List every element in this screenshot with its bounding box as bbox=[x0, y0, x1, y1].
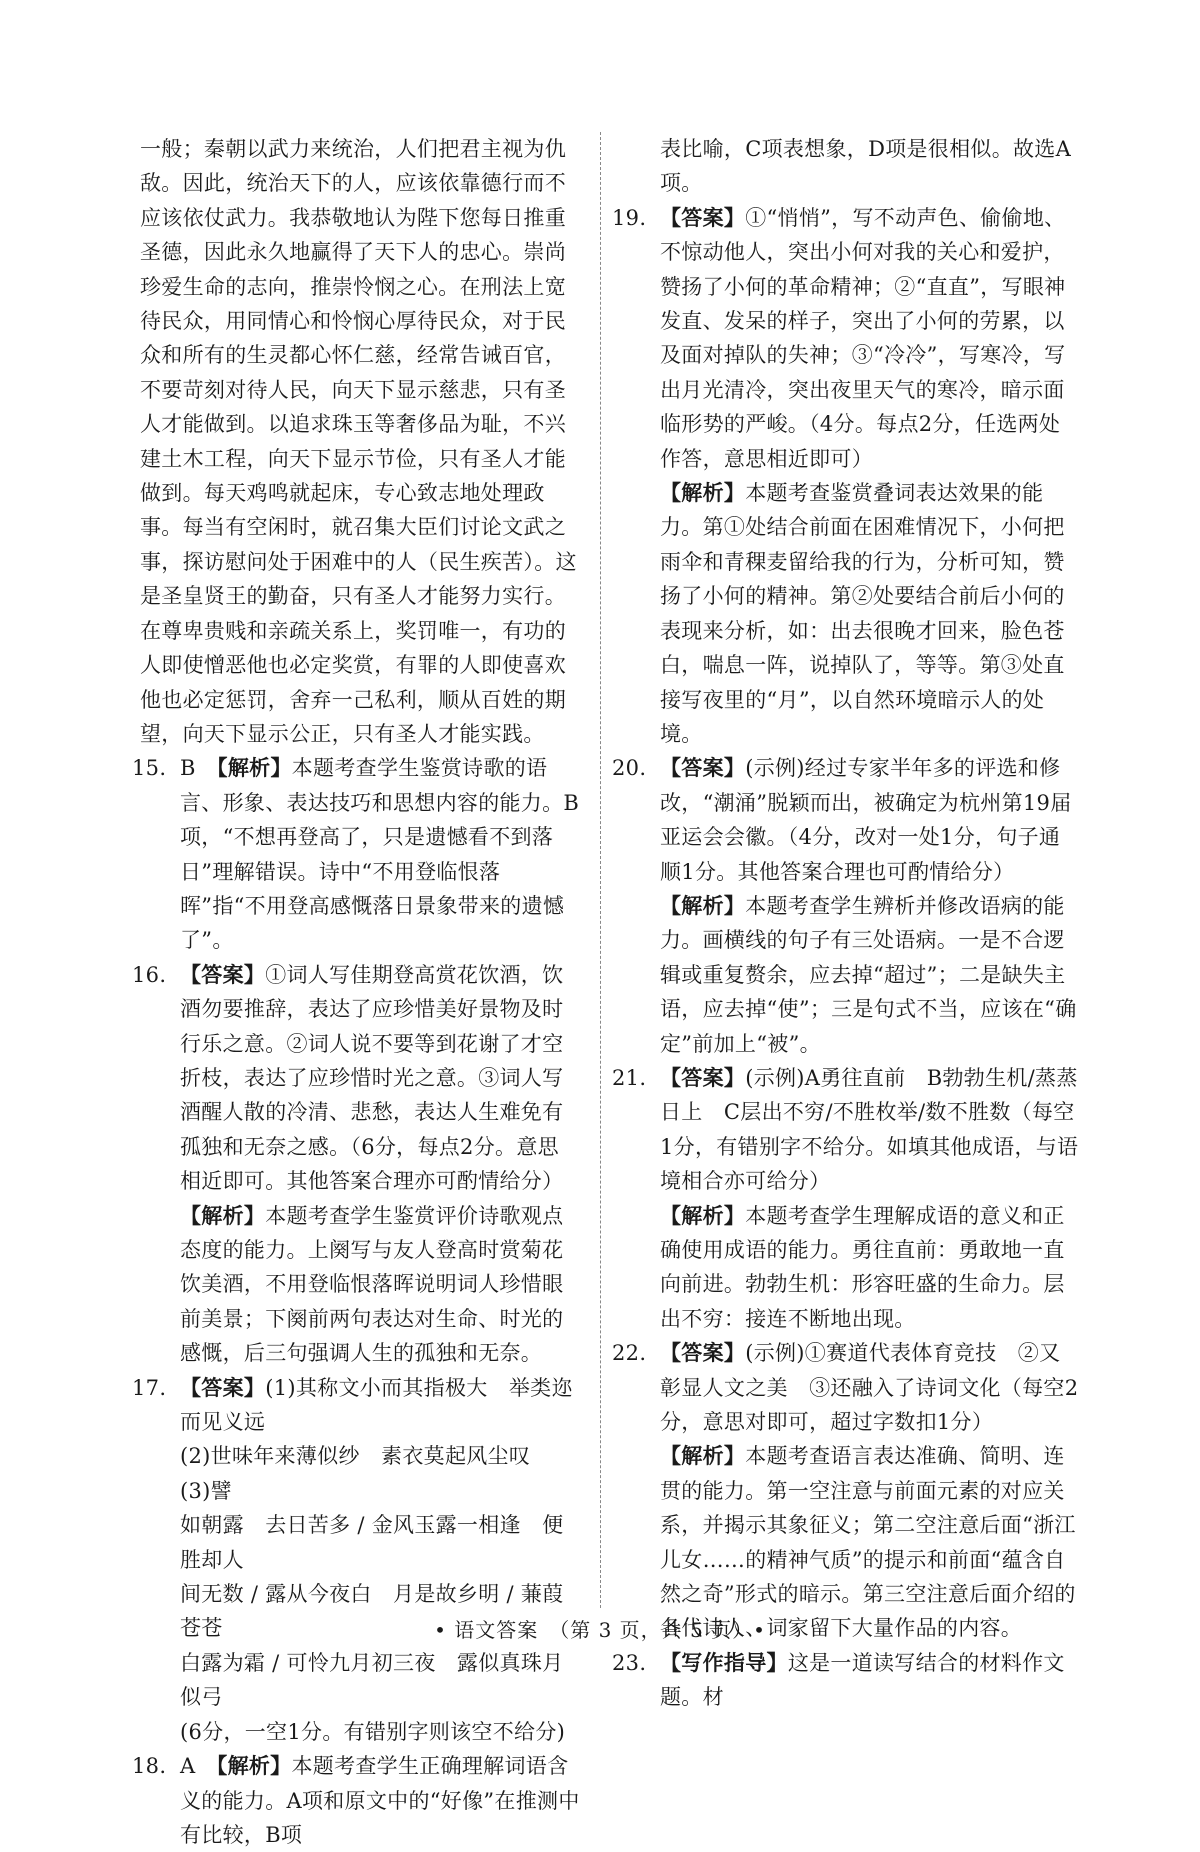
analysis-text: 本题考查鉴赏叠词表达效果的能力。第①处结合前面在困难情况下，小何把雨伞和青稞麦留给我的行为，分析可知，赞扬了小何的精神。第②处要结合前后小何的表现来分析，如：出去很晚才回来，脸色苍白，喘息一阵，说掉队了，等等。第③处直接写夜里的“月”，以自然环境暗示人的处境。 bbox=[660, 481, 1065, 746]
answer-text: ①词人写佳期登高赏花饮酒，饮酒勿要推辞，表达了应珍惜美好景物及时行乐之意。②词人说不要等到花谢了才空折枝，表达了应珍惜时光之意。③词人写酒醒人散的冷清、悲愁，表达人生难免有孤独和无奈之感。（6分，每点2分。意思相近即可。其他答案合理亦可酌情给分） bbox=[180, 962, 564, 1194]
answer-item-19 bbox=[612, 201, 1080, 752]
analysis-text: 本题考查学生辨析并修改语病的能力。画横线的句子有三处语病。一是不合逻辑或重复赘余，应去掉“超过”；二是缺失主语，应去掉“使”；三是句式不当，应该在“确定”前加上“被”。 bbox=[660, 893, 1077, 1056]
item-number: 15. bbox=[132, 756, 167, 781]
answer-item-16 bbox=[132, 958, 580, 1371]
answer-text: B bbox=[180, 756, 196, 781]
answer-line: (1)其称文小而其指极大 举类迩而见义远 bbox=[180, 1375, 573, 1435]
analysis-text: 本题考查学生鉴赏评价诗歌观点态度的能力。上阕写与友人登高时赏菊花饮美酒，不用登临恨落晖说明词人珍惜眼前美景；下阕前两句表达对生命、时光的感慨，后三句强调人生的孤独和无奈。 bbox=[180, 1203, 564, 1366]
analysis-label: 【解析】 bbox=[217, 755, 292, 781]
analysis-text: 本题考查语言表达准确、简明、连贯的能力。第一空注意与前面元素的对应关系，并揭示其象征义；第二空注意后面“浙江儿女……的精神气质”的提示和前面“蕴含自然之奇”形式的暗示。第三空注意后面介绍的各代诗人、词家留下大量作品的内容。 bbox=[660, 1444, 1076, 1641]
analysis-text: 本题考查学生鉴赏诗歌的语言、形象、表达技巧和思想内容的能力。B项，“不想再登高了，只是遗憾看不到落日”理解错误。诗中“不用登临恨落晖”指“不用登高感慨落日景象带来的遗憾了”。 bbox=[180, 756, 580, 953]
answer-label: 【答案】 bbox=[180, 961, 266, 987]
answer-text: (示例)①赛道代表体育竞技 ②又彰显人文之美 ③还融入了诗词文化（每空2分，意思对即可，超过字数扣1分） bbox=[660, 1341, 1079, 1435]
answer-label: 【答案】 bbox=[660, 1340, 746, 1366]
analysis-text: 本题考查学生正确理解词语含义的能力。A项和原文中的“好像”在推测中有比较，B项 bbox=[180, 1754, 580, 1847]
page-footer: • 语文答案 （第 3 页，共 5 页）• bbox=[434, 1618, 766, 1642]
answer-item-18-continued bbox=[620, 132, 1080, 201]
answer-label: 【答案】 bbox=[660, 755, 746, 781]
answer-item-22 bbox=[612, 1336, 1080, 1646]
analysis-label: 【解析】 bbox=[660, 1202, 746, 1228]
answer-label: 【答案】 bbox=[660, 204, 746, 230]
answer-line: 间无数 / 露从今夜白 月是故乡明 / 蒹葭苍苍 bbox=[180, 1582, 564, 1641]
analysis-label: 【解析】 bbox=[180, 1202, 266, 1228]
item-number: 21. bbox=[612, 1065, 647, 1090]
answer-text: (示例)经过专家半年多的评选和修改，“潮涌”脱颖而出，被确定为杭州第19届亚运会会徽。（4分，改对一处1分，句子通顺1分。其他答案合理也可酌情给分） bbox=[660, 756, 1072, 884]
left-column bbox=[132, 132, 580, 1852]
answer-item-15 bbox=[132, 751, 580, 957]
answer-line: (6分，一空1分。有错别字则该空不给分) bbox=[180, 1719, 566, 1744]
writing-guide-text: 这是一道读写结合的材料作文题。材 bbox=[660, 1650, 1065, 1710]
item-number: 19. bbox=[612, 205, 647, 230]
answer-text: ①“悄悄”，写不动声色、偷偷地、不惊动他人，突出小何对我的关心和爱护，赞扬了小何的革命精神；②“直直”，写眼神发直、发呆的样子，突出了小何的劳累，以及面对掉队的失神；③“冷冷”，写寒冷，写出月光清冷，突出夜里天气的寒冷，暗示面临形势的严峻。（4分。每点2分，任选两处作答，意思相近即可） bbox=[660, 205, 1066, 471]
analysis-text: 表比喻，C项表想象，D项是很相似。故选A项。 bbox=[660, 137, 1072, 196]
translation-paragraph: 一般；秦朝以武力来统治，人们把君主视为仇敌。因此，统治天下的人，应该依靠德行而不应该依仗武力。我恭敬地认为陛下您每日推重圣德，因此永久地赢得了天下人的忠心。崇尚珍爱生命的志向，推崇怜悯之心。在刑法上宽待民众，用同情心和怜悯心厚待民众，对于民众和所有的生灵都心怀仁慈，经常告诫百官，不要苛刻对待人民，向天下显示慈悲，只有圣人才能做到。以追求珠玉等奢侈品为耻，不兴建土木工程，向天下显示节俭，只有圣人才能做到。每天鸡鸣就起床，专心致志地处理政事。每当有空闲时，就召集大臣们讨论文武之事，探访慰问处于困难中的人（民生疾苦）。这是圣皇贤王的勤奋，只有圣人才能努力实行。在尊卑贵贱和亲疏关系上，奖罚唯一，有功的人即使憎恶他也必定奖赏，有罪的人即使喜欢他也必定惩罚，舍弃一己私利，顺从百姓的期望，向天下显示公正，只有圣人才能实践。 bbox=[140, 137, 577, 746]
item-number: 17. bbox=[132, 1375, 167, 1400]
item-number: 16. bbox=[132, 962, 167, 987]
answer-label: 【答案】 bbox=[660, 1064, 746, 1090]
answer-line: 白露为霜 / 可怜九月初三夜 露似真珠月似弓 bbox=[180, 1650, 564, 1710]
answer-line: (2)世味年来薄似纱 素衣莫起风尘叹 (3)譬 bbox=[180, 1444, 552, 1503]
analysis-label: 【解析】 bbox=[660, 892, 746, 918]
answer-item-18 bbox=[132, 1749, 580, 1852]
item-number: 22. bbox=[612, 1341, 647, 1366]
answer-text: (示例)A勇往直前 B勃勃生机/蒸蒸日上 C层出不穷/不胜枚举/数不胜数（每空1分，有错别字不给分。如填其他成语，与语境相合亦可给分） bbox=[660, 1065, 1079, 1194]
analysis-label: 【解析】 bbox=[660, 1443, 746, 1469]
item-number: 23. bbox=[612, 1650, 647, 1675]
answer-item-17 bbox=[132, 1371, 580, 1749]
writing-guide-label: 【写作指导】 bbox=[660, 1649, 788, 1675]
column-divider bbox=[600, 132, 601, 1608]
analysis-text: 本题考查学生理解成语的意义和正确使用成语的能力。勇往直前：勇敢地一直向前进。勃勃生机：形容旺盛的生命力。层出不穷：接连不断地出现。 bbox=[660, 1203, 1065, 1331]
analysis-label: 【解析】 bbox=[216, 1753, 292, 1779]
right-column bbox=[612, 132, 1080, 1715]
answer-text: A bbox=[180, 1754, 196, 1779]
answer-line: 如朝露 去日苦多 / 金风玉露一相逢 便胜却人 bbox=[180, 1513, 564, 1572]
answer-item-23 bbox=[612, 1646, 1080, 1715]
answer-label: 【答案】 bbox=[180, 1374, 266, 1400]
analysis-label: 【解析】 bbox=[660, 480, 746, 506]
item-number: 18. bbox=[132, 1754, 167, 1779]
item-number: 20. bbox=[612, 756, 647, 781]
answer-item-20 bbox=[612, 751, 1080, 1061]
answer-item-21 bbox=[612, 1061, 1080, 1336]
